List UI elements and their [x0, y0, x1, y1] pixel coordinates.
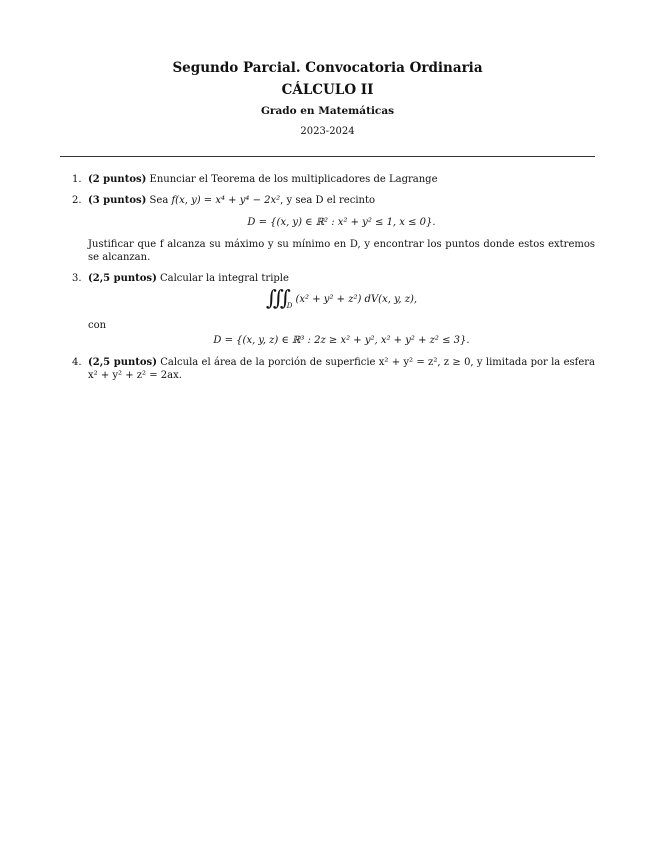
problem-followup: Justificar que f alcanza su máximo y su mínimo en D, y encontrar los puntos donde estos extremos se alcanzan. — [88, 239, 595, 263]
problem-3 — [60, 272, 595, 347]
exam-title: Segundo Parcial. Convocatoria Ordinaria — [172, 60, 483, 76]
integral-domain: D — [286, 302, 293, 310]
problem-2 — [60, 194, 595, 264]
region-definition: D = {(x, y) ∈ ℝ² : x² + y² ≤ 1, x ≤ 0}. — [247, 217, 436, 228]
problem-text: Enunciar el Teorema de los multiplicadores de Lagrange — [149, 174, 438, 185]
problem-number: 1. — [72, 174, 82, 185]
problem-text: Calcula el área de la porción de superficie x² + y² = z², z ≥ 0, y limitada por la esfera x² + y² + z² = 2ax. — [88, 357, 595, 381]
problem-4 — [60, 356, 595, 382]
academic-year: 2023-2024 — [300, 126, 355, 137]
problem-points: (3 puntos) — [88, 195, 147, 206]
header-divider — [60, 156, 595, 157]
problem-number: 4. — [72, 357, 82, 368]
degree-name: Grado en Matemáticas — [260, 105, 395, 117]
integral-sign: ∭ — [265, 286, 287, 310]
problem-points: (2,5 puntos) — [88, 273, 157, 284]
problem-intro-rest: , y sea D el recinto — [280, 195, 375, 206]
problem-number: 2. — [72, 195, 82, 206]
triple-integral — [88, 286, 595, 313]
function-definition: f(x, y) = x⁴ + y⁴ − 2x² — [171, 195, 281, 206]
problem-intro: Sea — [149, 195, 169, 206]
problem-number: 3. — [72, 273, 82, 284]
region-definition: D = {(x, y, z) ∈ ℝ³ : 2z ≥ x² + y², x² + y² + z² ≤ 3}. — [213, 335, 470, 346]
problem-points: (2 puntos) — [88, 174, 147, 185]
course-name: CÁLCULO II — [281, 82, 374, 98]
integrand: (x² + y² + z²) dV(x, y, z), — [295, 294, 418, 305]
problem-points: (2,5 puntos) — [88, 357, 157, 368]
problem-1 — [60, 173, 595, 186]
problem-list — [60, 165, 595, 382]
problem-text: Calcular la integral triple — [159, 273, 289, 284]
connector-text: con — [88, 320, 107, 331]
